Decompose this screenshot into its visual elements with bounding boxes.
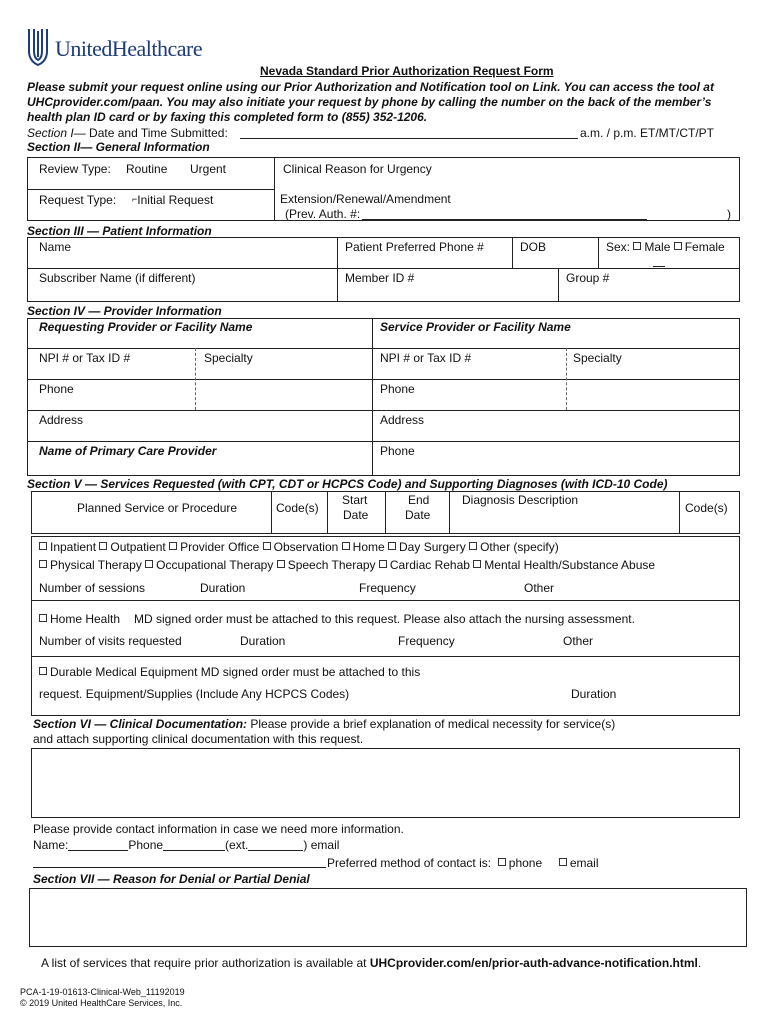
patient-name-label: Name [39,240,72,254]
inpatient-option[interactable]: Inpatient [39,540,96,554]
observation-option[interactable]: Observation [263,540,339,554]
service-phone-label: Phone [380,382,415,396]
sex-field: Sex: Male Female [606,240,725,254]
checkbox-icon [342,542,350,550]
section6-text2: and attach supporting clinical documentation with this request. [33,732,364,746]
provider-office-option[interactable]: Provider Office [169,540,259,554]
dme-line2: request. Equipment/Supplies (Include Any HCPCS Codes) [39,687,350,701]
checkbox-icon [379,560,387,568]
section6-text: Section VI — Clinical Documentation: Please provide a brief explanation of medical necessity for service(s) [33,717,616,731]
logo [27,27,242,67]
requesting-npi-label: NPI # or Tax ID # [39,351,131,365]
planned-service-label: Planned Service or Procedure [77,501,238,515]
contact-ext-input[interactable] [248,839,303,851]
dme-duration-label: Duration [571,687,617,701]
male-checkbox[interactable] [633,242,641,250]
requesting-phone-label: Phone [39,382,74,396]
prior-auth-link[interactable]: UHCprovider.com/en/prior-auth-advance-notification.html [369,956,698,970]
checkbox-icon: ⌐ [132,194,138,204]
date-time-input[interactable] [240,138,578,139]
checkbox-icon [263,542,271,550]
pcp-phone-label: Phone [380,444,415,458]
contact-line: Name: Phone (ext. ) email [33,838,340,852]
request-type-label: Request Type: [39,193,117,207]
unitedhealthcare-shield-icon [27,27,49,67]
home-duration-label: Duration [240,634,286,648]
instructions: Please submit your request online using our Prior Authorization and Notification tool on Link. You can access the tool at UHCprovider.com/paan. You may also initiate your request by phone by calling the number on the back of the member’s health plan ID card or by faxing this completed form to (855) 352-1206. [27,80,714,124]
codes-label: Code(s) [276,501,319,515]
preferred-contact: Preferred method of contact is: phone email [327,856,599,870]
section2-heading: Section II— General Information [27,140,210,154]
requesting-specialty-label: Specialty [204,351,253,365]
initial-request-option[interactable]: ⌐Initial Request [132,193,214,207]
speech-therapy-option[interactable]: Speech Therapy [277,558,376,572]
therapy-duration-label: Duration [200,581,246,595]
section1-heading: Section I [27,126,74,140]
requesting-provider-label: Requesting Provider or Facility Name [39,320,253,334]
service-specialty-label: Specialty [573,351,622,365]
checkbox-icon [473,560,481,568]
prev-auth-input[interactable] [362,219,647,220]
section3-heading: Section III — Patient Information [27,224,212,238]
dme-option[interactable]: Durable Medical Equipment MD signed order must be attached to this [39,665,420,679]
requesting-address-label: Address [39,413,84,427]
checkbox-icon [388,542,396,550]
home-other-label: Other [563,634,594,648]
checkbox-icon [39,614,47,622]
start-date-label: Date [343,508,369,522]
diagnosis-codes-label: Code(s) [685,501,728,515]
checkbox-icon [277,560,285,568]
end-date-label: Date [405,508,431,522]
subscriber-label: Subscriber Name (if different) [39,271,196,285]
pcp-label: Name of Primary Care Provider [39,444,217,458]
diagnosis-label: Diagnosis Description [462,493,579,507]
start-label: Start [342,493,368,507]
end-label: End [408,493,430,507]
therapy-options [39,558,655,572]
visits-label: Number of visits requested [39,634,182,648]
form-title: Nevada Standard Prior Authorization Request Form [260,64,554,78]
form-code: PCA-1-19-01613-Clinical-Web_11192019 [20,987,185,997]
service-address-label: Address [380,413,425,427]
review-type-label: Review Type: [39,162,111,176]
home-health-note: MD signed order must be attached to this request. Please also attach the nursing assessment. [134,612,635,626]
phone-checkbox[interactable] [498,858,506,866]
date-time-label: — Date and Time Submitted: [73,126,228,140]
clinical-reason-label: Clinical Reason for Urgency [283,162,432,176]
physical-therapy-option[interactable]: Physical Therapy [39,558,142,572]
section5-heading: Section V — Services Requested (with CPT, CDT or HCPCS Code) and Supporting Diagnoses (with ICD-10 Code) [27,477,668,491]
occupational-therapy-option[interactable]: Occupational Therapy [145,558,273,572]
setting-options [39,540,559,554]
patient-phone-label: Patient Preferred Phone # [345,240,484,254]
brand-wordmark: UnitedHealthcare [55,36,203,61]
other-specify-option[interactable]: Other (specify) [469,540,559,554]
day-surgery-option[interactable]: Day Surgery [388,540,466,554]
mental-health-option[interactable]: Mental Health/Substance Abuse [473,558,655,572]
prev-auth-label: (Prev. Auth. #: [285,207,361,221]
contact-name-input[interactable] [68,839,128,851]
copyright: © 2019 United HealthCare Services, Inc. [20,998,183,1008]
home-health-option[interactable]: Home Health [39,612,120,626]
contact-phone-input[interactable] [163,839,225,851]
checkbox-icon [39,667,47,675]
checkbox-icon [39,542,47,550]
service-npi-label: NPI # or Tax ID # [380,351,472,365]
section4-heading: Section IV — Provider Information [27,304,222,318]
checkbox-icon [145,560,153,568]
sessions-label: Number of sessions [39,581,146,595]
footer-notice: A list of services that require prior authorization is available at UHCprovider.com/en/prior-auth-advance-notification.html. [41,956,702,970]
clinical-documentation-input[interactable] [31,748,740,818]
checkbox-icon [469,542,477,550]
checkbox-icon [99,542,107,550]
checkbox-icon [39,560,47,568]
cardiac-rehab-option[interactable]: Cardiac Rehab [379,558,470,572]
dob-label: DOB [520,240,547,254]
routine-option[interactable]: Routine [126,162,168,176]
service-provider-label: Service Provider or Facility Name [380,320,571,334]
contact-intro: Please provide contact information in case we need more information. [33,822,404,836]
group-label: Group # [566,271,610,285]
checkbox-icon [169,542,177,550]
timezone-label: a.m. / p.m. ET/MT/CT/PT [580,126,715,140]
home-option[interactable]: Home [342,540,385,554]
contact-email-input[interactable] [33,867,326,868]
urgent-option[interactable]: Urgent [190,162,227,176]
therapy-frequency-label: Frequency [359,581,416,595]
section1-row [27,126,228,140]
outpatient-option[interactable]: Outpatient [99,540,165,554]
extension-option[interactable]: Extension/Renewal/Amendment [280,192,451,206]
email-checkbox[interactable] [559,858,567,866]
member-id-label: Member ID # [345,271,415,285]
home-frequency-label: Frequency [398,634,455,648]
denial-reason-input[interactable] [29,888,747,947]
section7-heading: Section VII — Reason for Denial or Partial Denial [33,872,310,886]
section6-heading: Section VI — Clinical Documentation: [33,717,248,731]
female-checkbox[interactable] [674,242,682,250]
therapy-other-label: Other [524,581,555,595]
